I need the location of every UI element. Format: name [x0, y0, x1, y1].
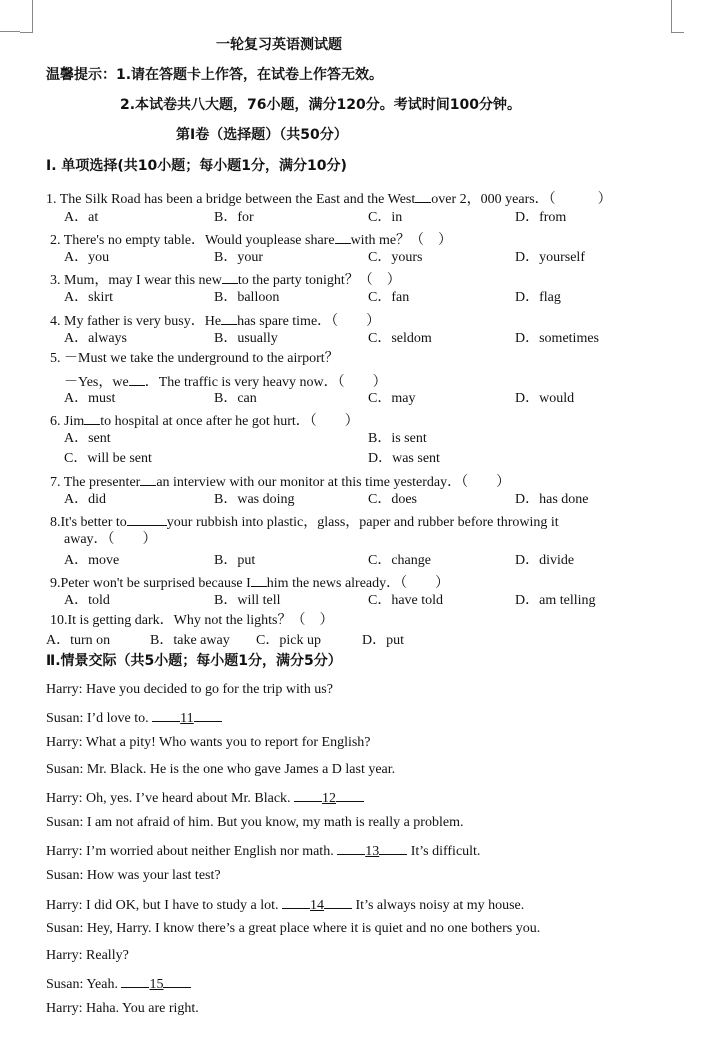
question-2: 2. There's no empty table．Would youplease share with me？（ ） — [50, 229, 452, 250]
question-3: 3. Mum，may I wear this new to the party tonight？（ ） — [50, 269, 401, 290]
dialogue-line: Harry: Have you decided to go for the trip with us? — [46, 682, 333, 697]
q6-option-d: D．was sent — [368, 451, 440, 466]
q4-option-a: A．always — [64, 331, 127, 346]
q9-option-a: A．told — [64, 593, 110, 608]
q8-option-a: A．move — [64, 553, 120, 568]
notice-line-2: 2.本试卷共八大题，76小题，满分120分。考试时间100分钟。 — [120, 97, 521, 113]
answer-blank — [84, 410, 100, 425]
volume-heading: 第Ⅰ卷（选择题）（共50分） — [176, 127, 348, 143]
dialogue-line: Harry: What a pity! Who wants you to report for English? — [46, 735, 371, 750]
q10-option-d: D．put — [362, 633, 404, 648]
question-7: 7. The presenter an interview with our monitor at this time yesterday．（ ） — [50, 471, 510, 492]
blank-number-14: 14 — [310, 898, 325, 913]
q10-option-c: C．pick up — [256, 633, 321, 648]
q9-option-d: D．am telling — [515, 593, 596, 608]
dialogue-line: Susan: Yeah. 15 — [46, 973, 191, 994]
answer-blank — [335, 229, 351, 244]
q7-option-c: C．does — [368, 492, 417, 507]
section-1-heading: I. 单项选择(共10小题；每小题1分，满分10分) — [46, 158, 347, 174]
answer-blank — [221, 310, 237, 325]
dialogue-line: Susan: Hey, Harry. I know there’s a great place where it is quiet and no one bothers you. — [46, 921, 541, 936]
q8-option-b: B．put — [214, 553, 256, 568]
answer-blank — [222, 269, 238, 284]
question-10: 10.It is getting dark．Why not the lights？（ ） — [50, 613, 334, 628]
q4-option-b: B．usually — [214, 331, 278, 346]
answer-blank — [251, 572, 267, 587]
q2-option-c: C．yours — [368, 250, 423, 265]
q10-option-a: A．turn on — [46, 633, 111, 648]
question-9: 9.Peter won't be surprised because I him the news already．（ ） — [50, 572, 449, 593]
q5-option-a: A．must — [64, 391, 116, 406]
answer-blank — [415, 188, 431, 203]
q8-option-c: C．change — [368, 553, 431, 568]
blank-number-15: 15 — [149, 977, 164, 992]
blank-number-13: 13 — [365, 844, 380, 859]
page-corner-mark-right — [671, 0, 684, 33]
section-2-heading: Ⅱ.情景交际（共5小题；每小题1分，满分5分） — [46, 653, 342, 669]
question-1: 1. The Silk Road has been a bridge between the East and the West over 2，000 years．（ ） — [46, 188, 612, 209]
dialogue-line: Harry: Really? — [46, 948, 129, 963]
q1-option-b: B．for — [214, 210, 254, 225]
q6-option-c: C．will be sent — [64, 451, 152, 466]
q2-option-b: B．your — [214, 250, 263, 265]
q9-option-b: B．will tell — [214, 593, 281, 608]
q3-option-b: B．balloon — [214, 290, 280, 305]
q10-option-b: B．take away — [150, 633, 230, 648]
q8-option-d: D．divide — [515, 553, 575, 568]
q5-option-d: D．would — [515, 391, 575, 406]
question-8: 8.It's better to your rubbish into plastic，glass，paper and rubber before throwing it — [50, 511, 559, 532]
q7-option-b: B．was doing — [214, 492, 295, 507]
q1-option-c: C．in — [368, 210, 403, 225]
page-corner-mark-left — [20, 0, 33, 33]
dialogue-line: Harry: I’m worried about neither English nor math. 13 It’s difficult. — [46, 840, 480, 861]
question-4: 4. My father is very busy．He has spare time．（ ） — [50, 310, 380, 331]
q7-option-a: A．did — [64, 492, 106, 507]
q3-option-a: A．skirt — [64, 290, 113, 305]
answer-blank — [127, 511, 167, 526]
answer-blank — [129, 371, 145, 386]
dialogue-line: Susan: I’d love to. 11 — [46, 707, 222, 728]
dialogue-line: Susan: How was your last test? — [46, 868, 221, 883]
q4-option-c: C．seldom — [368, 331, 432, 346]
dialogue-line: Susan: I am not afraid of him. But you know, my math is really a problem. — [46, 815, 464, 830]
q6-option-b: B．is sent — [368, 431, 427, 446]
q1-option-d: D．from — [515, 210, 567, 225]
q6-option-a: A．sent — [64, 431, 111, 446]
q4-option-d: D．sometimes — [515, 331, 599, 346]
blank-number-11: 11 — [180, 711, 194, 726]
dialogue-line: Harry: I did OK, but I have to study a lot. 14 It’s always noisy at my house. — [46, 894, 524, 915]
q5-option-c: C．may — [368, 391, 416, 406]
answer-blank — [140, 471, 156, 486]
question-6: 6. Jim to hospital at once after he got hurt．（ ） — [50, 410, 359, 431]
page-title: 一轮复习英语测试题 — [216, 37, 342, 53]
question-5: 5. －Must we take the underground to the airport？ — [50, 351, 339, 366]
q5-option-b: B．can — [214, 391, 257, 406]
q1-option-a: A．at — [64, 210, 99, 225]
blank-number-12: 12 — [322, 791, 337, 806]
dialogue-line: Harry: Haha. You are right. — [46, 1001, 199, 1016]
question-5-reply: －Yes，we ．The traffic is very heavy now．（ ） — [64, 371, 387, 392]
question-8-cont: away．（ ） — [64, 532, 157, 547]
dialogue-line: Harry: Oh, yes. I’ve heard about Mr. Black. 12 — [46, 787, 364, 808]
q2-option-d: D．yourself — [515, 250, 585, 265]
q2-option-a: A．you — [64, 250, 110, 265]
dialogue-line: Susan: Mr. Black. He is the one who gave James a D last year. — [46, 762, 396, 777]
q3-option-c: C．fan — [368, 290, 410, 305]
q7-option-d: D．has done — [515, 492, 589, 507]
q3-option-d: D．flag — [515, 290, 561, 305]
notice-line-1: 温馨提示：1.请在答题卡上作答，在试卷上作答无效。 — [46, 67, 384, 83]
q9-option-c: C．have told — [368, 593, 444, 608]
